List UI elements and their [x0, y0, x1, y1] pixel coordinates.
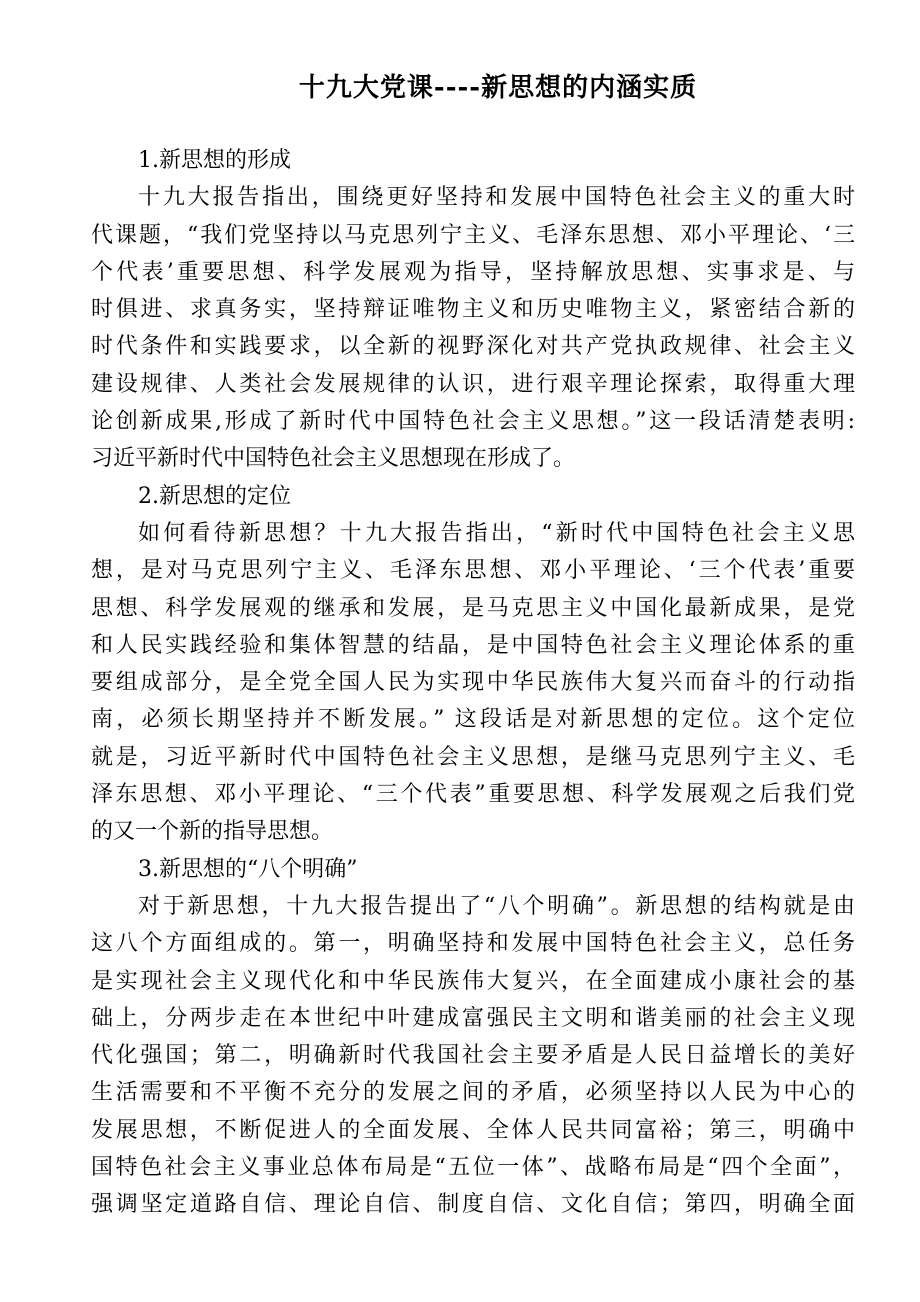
- paragraph-line: 十九大报告指出，围绕更好坚持和发展中国特色社会主义的重大时: [138, 185, 855, 211]
- paragraph-line: 时代条件和实践要求，以全新的视野深化对共产党执政规律、社会主义: [91, 334, 855, 360]
- paragraph-line: 建设规律、人类社会发展规律的认识，进行艰辛理论探索，取得重大理: [91, 371, 855, 397]
- paragraph-line: 生活需要和不平衡不充分的发展之间的矛盾，必须坚持以人民为中心的: [91, 1080, 855, 1106]
- paragraph-line: 国特色社会主义事业总体布局是“五位一体”、战略布局是“四个全面”，: [91, 1155, 855, 1181]
- section-heading: 3.新思想的“八个明确”: [138, 856, 358, 882]
- paragraph-line: 的又一个新的指导思想。: [91, 819, 334, 845]
- paragraph-line: 思想、科学发展观的继承和发展，是马克思主义中国化最新成果，是党: [91, 595, 855, 621]
- paragraph-line: 代化强国；第二，明确新时代我国社会主要矛盾是人民日益增长的美好: [91, 1043, 855, 1069]
- paragraph-line: 要组成部分，是全党全国人民为实现中华民族伟大复兴而奋斗的行动指: [91, 670, 855, 696]
- paragraph-line: 就是，习近平新时代中国特色社会主义思想，是继马克思列宁主义、毛: [91, 744, 855, 770]
- paragraph-line: 如何看待新思想？十九大报告指出，“新时代中国特色社会主义思: [138, 520, 855, 546]
- paragraph-line: 代课题，“我们党坚持以马克思列宁主义、毛泽东思想、邓小平理论、‘三: [91, 222, 855, 248]
- paragraph-line: 发展思想，不断促进人的全面发展、全体人民共同富裕；第三，明确中: [91, 1117, 855, 1143]
- paragraph-line: 个代表’重要思想、科学发展观为指导，坚持解放思想、实事求是、与: [91, 259, 855, 285]
- paragraph-line: 对于新思想，十九大报告提出了“八个明确”。新思想的结构就是由: [138, 893, 855, 919]
- paragraph-line: 和人民实践经验和集体智慧的结晶，是中国特色社会主义理论体系的重: [91, 632, 855, 658]
- section-heading: 1.新思想的形成: [138, 148, 291, 173]
- paragraph-line: 南，必须长期坚持并不断发展。” 这段话是对新思想的定位。这个定位: [91, 707, 855, 733]
- paragraph-line: 础上，分两步走在本世纪中叶建成富强民主文明和谐美丽的社会主义现: [91, 1005, 855, 1031]
- document-title: 十九大党课----新思想的内涵实质: [298, 73, 698, 103]
- paragraph-line: 泽东思想、邓小平理论、“三个代表”重要思想、科学发展观之后我们党: [91, 782, 855, 808]
- paragraph-line: 时俱进、求真务实，坚持辩证唯物主义和历史唯物主义，紧密结合新的: [91, 297, 855, 323]
- paragraph-line: 习近平新时代中国特色社会主义思想现在形成了。: [91, 446, 576, 472]
- document-body: [91, 142, 855, 1224]
- paragraph-line: 这八个方面组成的。第一，明确坚持和发展中国特色社会主义，总任务: [91, 931, 855, 957]
- paragraph-line: 强调坚定道路自信、理论自信、制度自信、文化自信；第四，明确全面: [91, 1192, 855, 1218]
- section-heading: 2.新思想的定位: [138, 483, 291, 509]
- paragraph-line: 论创新成果,形成了新时代中国特色社会主义思想。”这一段话清楚表明:: [91, 409, 855, 435]
- paragraph-line: 是实现社会主义现代化和中华民族伟大复兴，在全面建成小康社会的基: [91, 968, 855, 994]
- paragraph-line: 想，是对马克思列宁主义、毛泽东思想、邓小平理论、‘三个代表’重要: [91, 558, 855, 584]
